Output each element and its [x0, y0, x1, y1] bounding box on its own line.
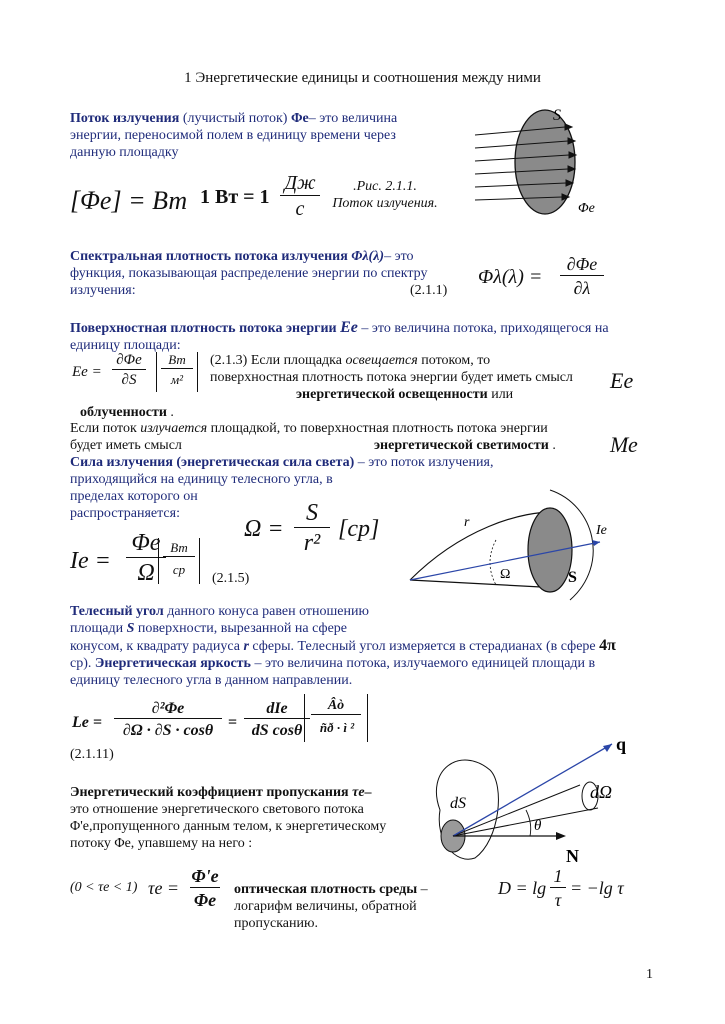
- optical-density-term: оптическая плотность среды: [234, 882, 418, 897]
- solid-angle-l2a: площади: [70, 621, 127, 636]
- spectral-term: Спектральная плотность потока излучения: [70, 249, 352, 264]
- surface-p1-c: потоком, то: [417, 353, 491, 368]
- transmission-formula: [70, 866, 230, 916]
- ie-den: Ω: [137, 560, 155, 586]
- cone-edge-2: [453, 808, 598, 836]
- surface-definition: [70, 319, 650, 354]
- surface-p5-b: излучается: [140, 421, 208, 436]
- flux-symbol: Φе: [290, 111, 309, 126]
- flux-unit-formula-text: [Φе] = Вт: [70, 186, 188, 215]
- page-number: 1: [646, 967, 653, 982]
- spectral-symbol: Φλ(λ): [351, 249, 385, 264]
- surface-p6-tail: .: [548, 438, 556, 453]
- flux-fig-S: S: [553, 107, 561, 124]
- page-title: 1 Энергетические единицы и соотношения между ними: [184, 70, 541, 86]
- transmission-l2: это отношение энергетического светового потока: [70, 802, 364, 817]
- optical-density-text: [234, 881, 474, 932]
- optical-density-l3: пропусканию.: [234, 916, 318, 931]
- intensity-tail: – это поток излучения,: [354, 455, 494, 470]
- solid-angle-l4b: – это величина потока, излучаемого единицей площади в: [250, 656, 596, 671]
- cone-base-disc: [528, 508, 572, 592]
- surface-sym-E: Ее: [610, 368, 634, 393]
- radiance-lhs: Lе =: [72, 714, 102, 731]
- flux-fig-label: .Рис. 2.1.1.: [353, 179, 417, 194]
- fig-omega-label: Ω: [500, 567, 511, 582]
- surface-p5-c: площадкой, то поверхностная плотность потока энергии: [207, 421, 548, 436]
- omega-formula: [244, 500, 394, 556]
- omega-unit: [ср]: [338, 516, 380, 542]
- radiance-term: Энергетическая яркость: [94, 656, 251, 671]
- watt-den: с: [295, 198, 305, 220]
- D-num: 1: [550, 866, 566, 888]
- ie-lhs: Iе =: [70, 548, 111, 574]
- spectral-formula-den: ∂λ: [573, 278, 591, 298]
- flux-term: Поток излучения: [70, 111, 180, 126]
- flux-figure-caption: [330, 178, 440, 212]
- fig-S-label: S: [568, 569, 577, 586]
- transmission-condition: (0 < τе < 1): [70, 880, 138, 895]
- transmission-symbol: τе: [352, 785, 365, 800]
- solid-angle-l1: данного конуса равен отношению: [163, 604, 369, 619]
- surface-line2: единицу площади:: [70, 338, 181, 353]
- transmission-l3: Φ'е,пропущенного данным телом, к энергетическому: [70, 819, 387, 834]
- transmission-term: Энергетический коэффициент пропускания: [70, 785, 353, 800]
- theta-arc: [526, 810, 531, 836]
- surface-formula-den: ∂S: [121, 372, 137, 388]
- spectral-line2: функция, показывающая распределение энергии по спектру: [70, 266, 428, 281]
- solid-angle-l3a: конусом, к квадрату радиуса: [70, 639, 244, 654]
- surface-formula-num: ∂Φе: [112, 352, 146, 370]
- optical-density-formula: [498, 866, 648, 916]
- fig-q-label: q: [616, 734, 627, 754]
- ie-num: Φе: [126, 530, 166, 558]
- transmission-definition: [70, 784, 410, 852]
- surface-p5: [70, 420, 590, 437]
- surface-unit-num: Вт: [161, 352, 193, 369]
- radiance-figure: [420, 730, 640, 880]
- intensity-line2: приходящийся на единицу телесного угла, в: [70, 472, 333, 487]
- surface-unit-den: м²: [170, 372, 184, 387]
- solid-angle-l5: единицу телесного угла в данном направлении.: [70, 673, 353, 688]
- solid-angle-4pi: 4π: [599, 637, 616, 654]
- radiance-num2: dIе: [244, 700, 310, 719]
- D-rhs: = −lg τ: [570, 878, 624, 898]
- radiance-unit-num: Âò: [311, 698, 361, 715]
- surface-p3-term: энергетической освещенности: [296, 387, 488, 402]
- surface-p5-a: Если поток: [70, 421, 141, 436]
- flux-def-tail: – это величина: [308, 111, 398, 126]
- flux-fig-caption-text: Поток излучения.: [332, 196, 438, 211]
- fig-dOmega-label: dΩ: [590, 782, 613, 802]
- flux-alt: (лучистый поток): [179, 111, 291, 126]
- solid-angle-paragraph: [70, 603, 670, 689]
- transmission-formula-den: Φе: [193, 890, 217, 910]
- radiance-num1: ∂²Φе: [114, 700, 222, 719]
- intensity-line3: пределах которого он: [70, 489, 198, 504]
- radiance-den1: ∂Ω · ∂S · cosθ: [122, 722, 214, 739]
- surface-p1: [210, 352, 600, 386]
- ie-unit-brackets: [158, 538, 200, 584]
- D-lhs: D = lg: [498, 878, 547, 898]
- direction-q-arrowhead: [603, 744, 612, 752]
- watt-lhs: 1 Вт = 1: [200, 186, 270, 208]
- flux-unit-formula: [70, 186, 187, 216]
- flux-line2: энергии, переносимой полем в единицу времени через: [70, 128, 396, 143]
- surface-p4-term: облученности: [80, 405, 167, 420]
- spectral-eq-number: (2.1.1): [410, 283, 448, 298]
- radiance-unit-brackets: [304, 694, 368, 742]
- radiance-equals: =: [228, 714, 238, 731]
- transmission-tail: –: [364, 785, 372, 800]
- radiance-formula: [72, 700, 312, 746]
- omega-num: S: [294, 500, 330, 528]
- surface-p1-b: освещается: [345, 353, 418, 368]
- spectral-formula: [478, 254, 628, 304]
- watt-num: Дж: [280, 172, 320, 196]
- solid-angle-l2b: поверхности, вырезанной на сфере: [134, 621, 348, 636]
- surface-formula: [72, 352, 207, 398]
- spectral-formula-num: ∂Φе: [560, 254, 604, 276]
- transmission-formula-num: Φ'е: [191, 866, 219, 886]
- flux-line3: данную площадку: [70, 145, 179, 160]
- direction-q-line: [453, 744, 612, 836]
- surface-symbol: Ее: [340, 319, 358, 336]
- spectral-formula-lhs: Φλ(λ) =: [478, 266, 543, 288]
- fig-r-label: r: [464, 515, 470, 530]
- surface-p3-tail: или: [487, 387, 514, 402]
- surface-tail: – это величина потока, приходящегося на: [357, 321, 609, 336]
- surface-p6-term-wrap: [374, 437, 556, 454]
- fig-dS-label: dS: [450, 795, 466, 812]
- spectral-tail: – это: [384, 249, 414, 264]
- normal-N-arrowhead: [556, 832, 566, 840]
- optical-density-tail: –: [417, 882, 428, 897]
- solid-angle-l3r: r: [243, 639, 249, 654]
- radiance-eq-number: (2.1.11): [70, 747, 114, 762]
- intensity-line4: распространяется:: [70, 506, 180, 521]
- solid-angle-l4a: ср).: [70, 656, 95, 671]
- omega-lhs: Ω =: [244, 516, 284, 542]
- radiance-unit-den: ñð · ì ²: [319, 720, 355, 735]
- spectral-line3: излучения:: [70, 283, 136, 298]
- optical-density-l2: логарифм величины, обратной: [234, 899, 417, 914]
- solid-angle-term: Телесный угол: [70, 604, 164, 619]
- surface-sym-M: Ме: [610, 432, 638, 457]
- solid-angle-l3b: сферы. Телесный угол измеряется в стерадианах (в сфере: [248, 639, 600, 654]
- surface-term: Поверхностная плотность потока энергии: [70, 321, 341, 336]
- surface-p1-a: (2.1.3) Если площадка: [210, 353, 346, 368]
- surface-p6: будет иметь смысл: [70, 438, 182, 453]
- cone-edge-1: [453, 785, 580, 836]
- ie-unit-den: ср: [172, 562, 186, 577]
- surface-p6-term: энергетической светимости: [374, 438, 549, 453]
- flux-figure: [470, 100, 620, 225]
- surface-p4: [80, 404, 174, 421]
- D-den: τ: [554, 890, 562, 910]
- fig-theta-label: θ: [534, 818, 542, 834]
- intensity-cone-figure: [400, 470, 620, 605]
- surface-unit-brackets: [156, 352, 198, 392]
- surface-p3: [296, 386, 513, 403]
- transmission-l4: потоку Φе, упавшему на него :: [70, 836, 253, 851]
- radiance-den2: dS cosθ: [251, 722, 303, 739]
- surface-formula-lhs: Ее =: [72, 364, 102, 380]
- surface-p4-tail: .: [166, 405, 174, 420]
- fig-N-label: N: [566, 846, 579, 866]
- flux-fig-phi: Φе: [578, 201, 595, 216]
- ie-unit-num: Вт: [163, 540, 195, 557]
- intensity-eq-number: (2.1.5): [212, 571, 250, 586]
- omega-den: r²: [303, 530, 321, 556]
- solid-angle-l2S: S: [126, 621, 135, 636]
- omega-unit-text: ср: [347, 516, 370, 542]
- flux-definition: [70, 110, 450, 161]
- surface-p2: поверхностная плотность потока энергии будет иметь смысл: [210, 370, 573, 385]
- transmission-formula-lhs: τе =: [148, 878, 180, 898]
- fig-ie-label: Iе: [596, 523, 607, 538]
- intensity-term: Сила излучения (энергетическая сила света): [70, 455, 355, 470]
